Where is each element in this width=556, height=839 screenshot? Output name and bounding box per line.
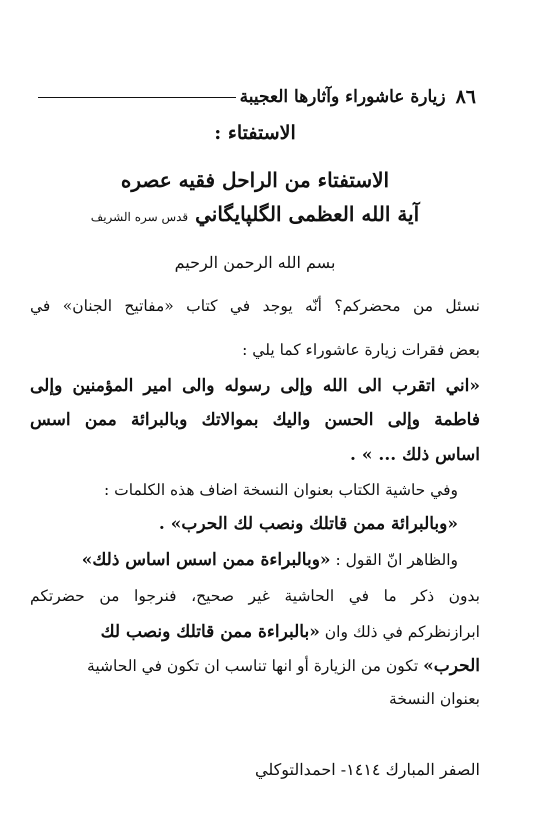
quote-line: اساس ذلك ... » .	[350, 445, 480, 465]
signature: الصفر المبارك ١٤١٤- احمدالتوكلي	[255, 760, 480, 779]
text-line	[30, 622, 480, 642]
quote-line: فاطمة وإلى الحسن واليك بموالاتك وبالبرائة ممن اسس	[30, 410, 480, 430]
text-line: بدون ذكر ما في الحاشية غير صحيح، فنرجوا من حضرتكم	[30, 587, 480, 605]
page-number: ٨٦	[455, 86, 476, 108]
text-segment: ابرازنظركم في ذلك وان	[324, 623, 480, 641]
authority-name: آية الله العظمى الگلپايگاني	[195, 202, 420, 226]
authority-line	[30, 202, 480, 226]
authority-honorific: قدس سره الشريف	[90, 210, 189, 224]
text-line: وفي حاشية الكتاب بعنوان النسخة اضاف هذه الكلمات :	[103, 481, 458, 499]
text-segment: والظاهر انّ القول :	[335, 551, 458, 569]
text-line	[30, 550, 458, 570]
quote-line: «اني اتقرب الى الله وإلى رسوله والى امير المؤمنين وإلى	[30, 376, 480, 396]
basmala: بسم الله الرحمن الرحيم	[174, 253, 336, 272]
quote-segment: «وبالبراءة ممن اسس اساس ذلك»	[81, 550, 331, 570]
quote-segment: الحرب»	[423, 656, 480, 676]
subtitle: الاستفتاء من الراحل فقيه عصره	[120, 168, 390, 192]
text-segment: تكون من الزيارة أو انها تناسب ان تكون في الحاشية	[87, 657, 419, 675]
running-title: زيارة عاشوراء وآثارها العجيبة	[239, 87, 446, 107]
section-title: الاستفتاء :	[214, 122, 296, 144]
text-line: بعض فقرات زيارة عاشوراء كما يلي :	[242, 341, 480, 359]
text-line: بعنوان النسخة	[389, 690, 480, 708]
header-rule	[38, 97, 236, 98]
running-header	[34, 82, 476, 112]
quote-segment: «بالبراءة ممن قاتلك ونصب لك	[100, 622, 320, 642]
text-line: نسئل من محضركم؟ أنّه يوجد في كتاب «مفاتيح الجنان» في	[30, 297, 480, 315]
text-line	[30, 656, 480, 676]
quote-line: «وبالبرائة ممن قاتلك ونصب لك الحرب» .	[158, 514, 458, 534]
